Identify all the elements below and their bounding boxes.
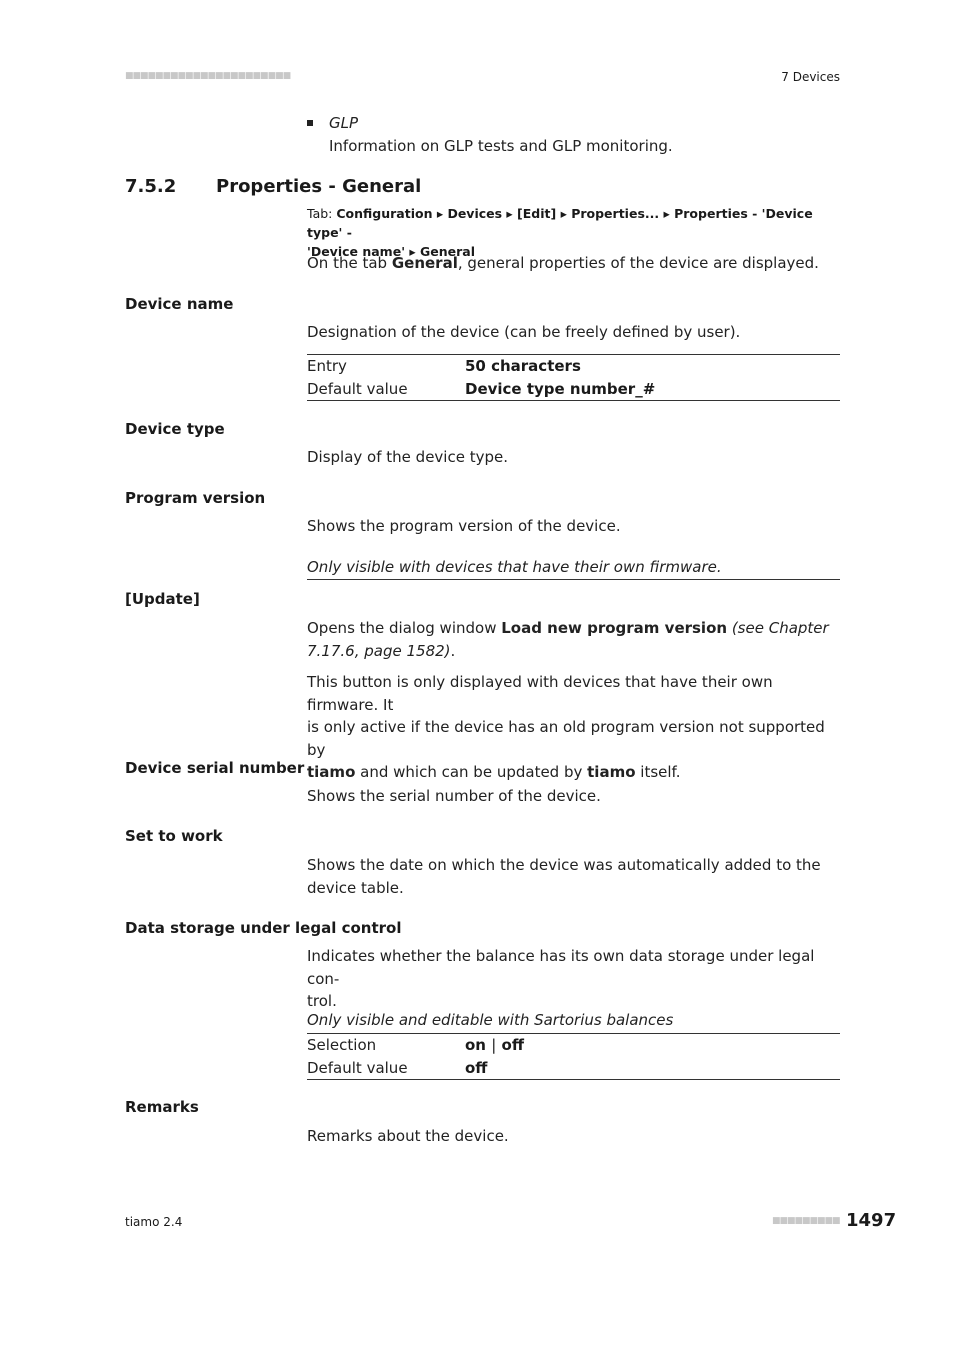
row-value: Device type number_# (465, 379, 656, 398)
update-text-end: . (450, 641, 456, 660)
update-text: Opens the dialog window (307, 619, 502, 637)
row-value: 50 characters (465, 357, 581, 375)
program-version-note: Only visible with devices that have their own firmware. (307, 556, 840, 580)
lead-text: On the tab (307, 254, 392, 272)
legal-line: trol. (307, 992, 337, 1010)
update-desc-1 (307, 617, 840, 662)
param-device-name: Device name (125, 295, 234, 313)
option-off: off (501, 1036, 524, 1054)
legal-desc (307, 945, 840, 1013)
param-set-to-work: Set to work (125, 827, 223, 845)
chapter-reference: (see Chapter (727, 619, 829, 637)
set-to-work-line: device table. (307, 878, 404, 897)
bullet-icon (307, 120, 313, 126)
update-desc-2 (307, 671, 840, 784)
page-number: 1497 (846, 1210, 897, 1231)
option-on: on (465, 1036, 486, 1054)
row-key: Selection (307, 1036, 377, 1054)
param-remarks: Remarks (125, 1098, 199, 1116)
option-separator: | (491, 1036, 497, 1054)
product-name: tiamo (587, 763, 636, 781)
update-text: and which can be updated by (355, 763, 588, 781)
table-row (307, 378, 840, 401)
device-name-table (307, 354, 840, 401)
device-type-desc: Display of the device type. (307, 448, 508, 466)
breadcrumb-prefix: Tab: (307, 206, 337, 221)
section-title: Properties - General (216, 176, 422, 197)
footer-decoration: ■■■■■■■■■ (772, 1216, 840, 1226)
legal-table (307, 1033, 840, 1080)
set-to-work-line: Shows the date on which the device was automatically added to the (307, 856, 821, 874)
lead-bold: General (391, 254, 458, 272)
row-key: Default value (307, 379, 408, 398)
serial-desc: Shows the serial number of the device. (307, 787, 601, 805)
bullet-title: GLP (329, 114, 359, 132)
update-line: is only active if the device has an old program version not supported by (307, 718, 825, 759)
table-row (307, 1034, 840, 1057)
row-key: Entry (307, 357, 347, 375)
breadcrumb-path-1: Configuration ▸ Devices ▸ [Edit] ▸ Properties... ▸ Properties - 'Device type' - (307, 206, 813, 240)
legal-line: Indicates whether the balance has its own data storage under legal con- (307, 947, 815, 988)
param-program-version: Program version (125, 489, 266, 507)
header-decoration: ■■■■■■■■■■■■■■■■■■■■■■ (125, 71, 291, 81)
param-device-type: Device type (125, 420, 225, 438)
remarks-desc: Remarks about the device. (307, 1127, 509, 1145)
row-value: off (465, 1058, 488, 1077)
row-value (465, 1034, 524, 1057)
device-name-desc: Designation of the device (can be freely defined by user). (307, 323, 741, 341)
row-key: Default value (307, 1058, 408, 1077)
table-row (307, 1057, 840, 1080)
table-row (307, 355, 840, 378)
section-lead (307, 252, 840, 275)
param-device-serial-number: Device serial number (125, 759, 305, 777)
param-update: [Update] (125, 590, 200, 608)
param-data-storage-legal: Data storage under legal control (125, 919, 402, 937)
chapter-reference-link[interactable]: 7.17.6, page 1582) (307, 641, 451, 660)
lead-text-end: , general properties of the device are displayed. (457, 254, 819, 272)
product-name: tiamo (307, 763, 356, 781)
legal-note: Only visible and editable with Sartorius balances (307, 1011, 674, 1029)
update-line: This button is only displayed with devices that have their own firmware. It (307, 673, 773, 714)
set-to-work-desc (307, 854, 840, 899)
bullet-text: Information on GLP tests and GLP monitoring. (329, 137, 673, 155)
dialog-name: Load new program version (501, 619, 728, 637)
section-number: 7.5.2 (125, 176, 177, 197)
running-header-chapter: 7 Devices (781, 70, 840, 84)
update-text-end: itself. (635, 763, 681, 781)
program-version-desc: Shows the program version of the device. (307, 517, 621, 535)
footer-product: tiamo 2.4 (125, 1215, 183, 1229)
breadcrumb-path-2: 'Device name' ▸ General (307, 244, 475, 259)
